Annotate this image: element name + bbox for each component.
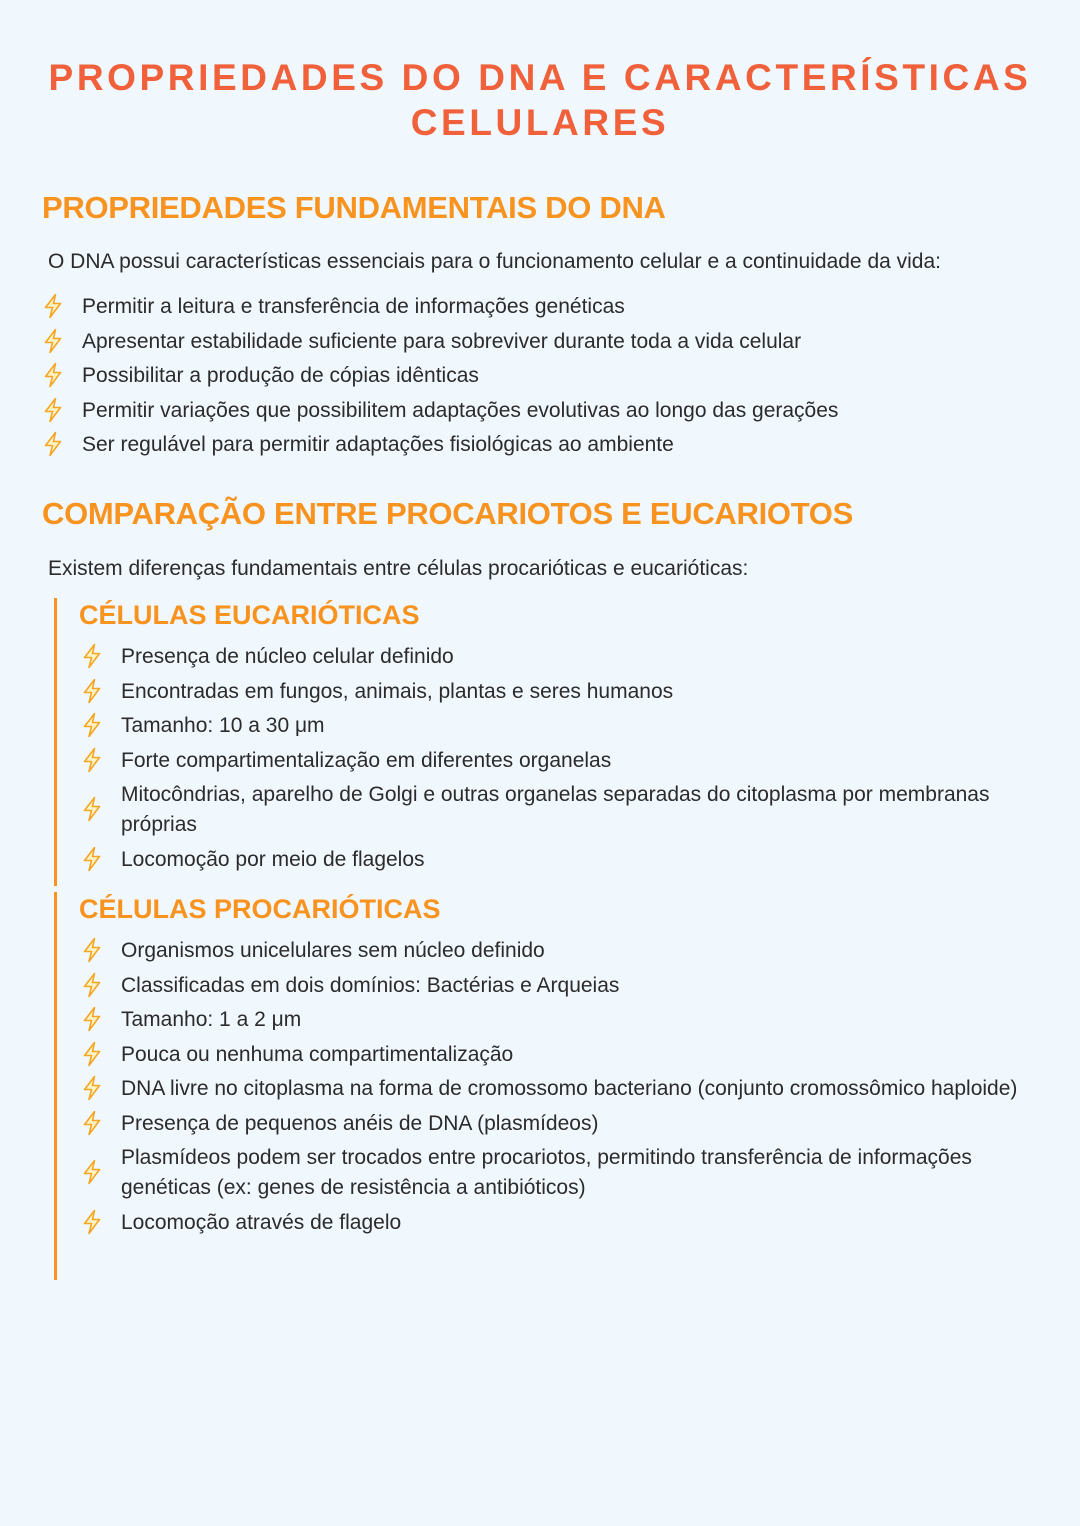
list-item: Organismos unicelulares sem núcleo definido	[81, 936, 1031, 966]
section-heading-comparison: COMPARAÇÃO ENTRE PROCARIOTOS E EUCARIOTOS	[42, 496, 853, 531]
list-item: DNA livre no citoplasma na forma de cromossomo bacteriano (conjunto cromossômico haploide)	[81, 1074, 1031, 1104]
section-intro-comparison: Existem diferenças fundamentais entre células procarióticas e eucarióticas:	[48, 557, 749, 580]
lightning-bolt-icon	[42, 328, 64, 354]
lightning-bolt-icon	[42, 431, 64, 457]
lightning-bolt-icon	[42, 397, 64, 423]
lightning-bolt-icon	[81, 1159, 103, 1185]
eukaryotic-cells-heading: CÉLULAS EUCARIÓTICAS	[79, 600, 420, 630]
list-item: Tamanho: 10 a 30 μm	[81, 711, 1031, 741]
list-item: Tamanho: 1 a 2 μm	[81, 1005, 1031, 1035]
lightning-bolt-icon	[81, 796, 103, 822]
lightning-bolt-icon	[81, 1209, 103, 1235]
lightning-bolt-icon	[81, 712, 103, 738]
list-item: Apresentar estabilidade suficiente para sobreviver durante toda a vida celular	[42, 327, 1042, 357]
lightning-bolt-icon	[81, 1041, 103, 1067]
list-item: Mitocôndrias, aparelho de Golgi e outras organelas separadas do citoplasma por membranas próprias	[81, 780, 1031, 840]
lightning-bolt-icon	[81, 846, 103, 872]
list-item: Presença de núcleo celular definido	[81, 642, 1031, 672]
list-item: Forte compartimentalização em diferentes organelas	[81, 746, 1031, 776]
lightning-bolt-icon	[81, 678, 103, 704]
section-intro-dna-properties: O DNA possui características essenciais para o funcionamento celular e a continuidade da vida:	[48, 250, 941, 273]
list-item: Permitir variações que possibilitem adaptações evolutivas ao longo das gerações	[42, 396, 1042, 426]
list-item: Possibilitar a produção de cópias idênticas	[42, 361, 1042, 391]
list-item: Locomoção por meio de flagelos	[81, 845, 1031, 875]
lightning-bolt-icon	[42, 293, 64, 319]
eukaryotic-cells-list	[81, 642, 1031, 879]
lightning-bolt-icon	[81, 972, 103, 998]
page-title: PROPRIEDADES DO DNA E CARACTERÍSTICAS CELULARES	[48, 57, 1032, 143]
list-item: Locomoção através de flagelo	[81, 1208, 1031, 1238]
lightning-bolt-icon	[81, 643, 103, 669]
lightning-bolt-icon	[81, 1006, 103, 1032]
prokaryotic-cells-box	[54, 892, 1044, 1280]
prokaryotic-cells-heading: CÉLULAS PROCARIÓTICAS	[79, 894, 441, 924]
list-item: Classificadas em dois domínios: Bactérias e Arqueias	[81, 971, 1031, 1001]
prokaryotic-cells-list	[81, 936, 1031, 1242]
list-item: Presença de pequenos anéis de DNA (plasmídeos)	[81, 1109, 1031, 1139]
dna-properties-list	[42, 292, 1042, 465]
list-item: Pouca ou nenhuma compartimentalização	[81, 1040, 1031, 1070]
lightning-bolt-icon	[81, 1075, 103, 1101]
lightning-bolt-icon	[81, 747, 103, 773]
list-item: Plasmídeos podem ser trocados entre procariotos, permitindo transferência de informações genéticas (ex: genes de resistência a antibióticos)	[81, 1143, 1031, 1203]
eukaryotic-cells-box	[54, 598, 1044, 886]
list-item: Ser regulável para permitir adaptações fisiológicas ao ambiente	[42, 430, 1042, 460]
section-heading-dna-properties: PROPRIEDADES FUNDAMENTAIS DO DNA	[42, 190, 666, 225]
lightning-bolt-icon	[42, 362, 64, 388]
list-item: Encontradas em fungos, animais, plantas e seres humanos	[81, 677, 1031, 707]
lightning-bolt-icon	[81, 1110, 103, 1136]
list-item: Permitir a leitura e transferência de informações genéticas	[42, 292, 1042, 322]
lightning-bolt-icon	[81, 937, 103, 963]
